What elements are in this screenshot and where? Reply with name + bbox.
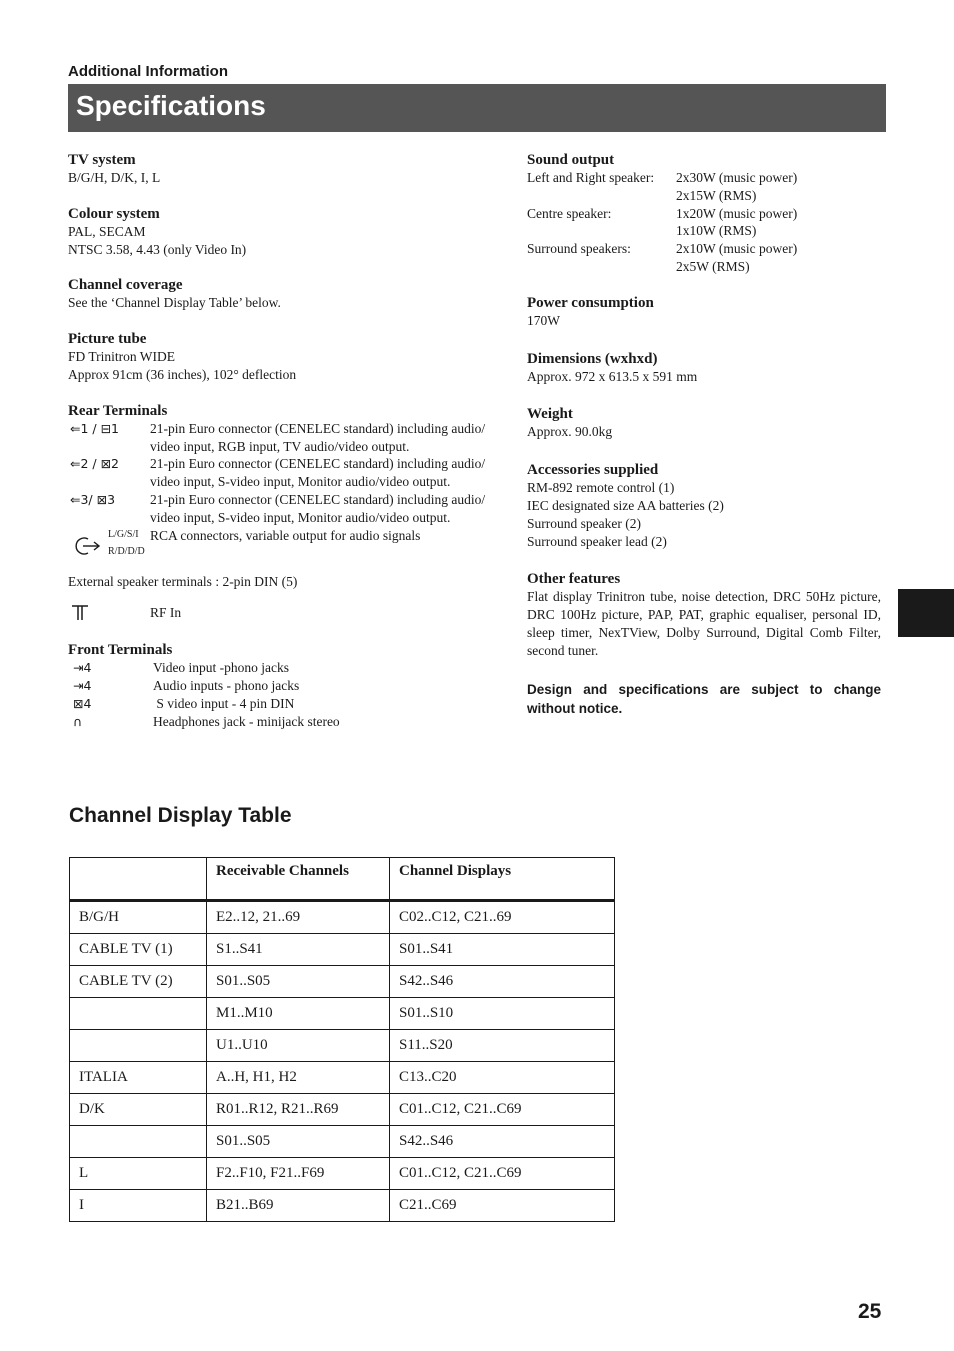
table-cell: CABLE TV (2): [70, 966, 207, 998]
video-input-icon: ⇥4: [73, 660, 92, 676]
dimensions-value: Approx. 972 x 613.5 x 591 mm: [527, 368, 698, 384]
table-row: [70, 966, 615, 998]
picture-tube-line: Approx 91cm (36 inches), 102° deflection: [68, 366, 297, 382]
table-cell: C21..C69: [390, 1190, 615, 1222]
weight-value: Approx. 90.0kg: [527, 424, 613, 440]
table-cell: R01..R12, R21..R69: [207, 1094, 390, 1126]
table-cell: [70, 1030, 207, 1062]
section-label: Additional Information: [68, 63, 228, 80]
table-cell: C02..C12, C21..69: [390, 901, 615, 934]
channel-table-title: Channel Display Table: [69, 804, 292, 827]
table-cell: S42..S46: [390, 1126, 615, 1158]
sound-value: 2x10W (music power): [676, 241, 798, 257]
front-terminal-row: [68, 659, 510, 677]
sound-values: [676, 205, 797, 241]
scart-3-icon: ⇐3/ ⊠3: [70, 491, 116, 507]
table-cell: C01..C12, C21..C69: [390, 1158, 615, 1190]
s-video-input-icon: ⊠4: [73, 695, 92, 711]
channel-coverage-value: See the ‘Channel Display Table’ below.: [68, 295, 281, 311]
sound-key: Centre speaker:: [527, 205, 612, 221]
table-header-cell: Receivable Channels: [207, 858, 390, 901]
front-terminal-text: Headphones jack - minijack stereo: [153, 713, 340, 729]
table-cell: E2..12, 21..69: [207, 901, 390, 934]
rear-terminal-text: 21-pin Euro connector (CENELEC standard) including audio/ video input, S-video input, Monitor audio/video output.: [150, 456, 486, 490]
channel-coverage-block: [68, 276, 510, 312]
dimensions-block: [527, 350, 881, 386]
table-row: [70, 901, 615, 934]
front-terminal-text: Video input -phono jacks: [153, 660, 290, 676]
table-row: [70, 1062, 615, 1094]
sound-value: 1x10W (RMS): [676, 223, 757, 239]
table-cell: B21..B69: [207, 1190, 390, 1222]
rear-terminal-text: 21-pin Euro connector (CENELEC standard) including audio/ video input, S-video input, Monitor audio/video output.: [150, 491, 486, 525]
accessories-heading: Accessories supplied: [527, 462, 659, 479]
table-cell: I: [70, 1190, 207, 1222]
table-cell: S01..S05: [207, 1126, 390, 1158]
accessory-item: RM-892 remote control (1): [527, 480, 675, 496]
other-features-heading: Other features: [527, 571, 621, 588]
dimensions-heading: Dimensions (wxhxd): [527, 350, 658, 367]
rf-in-text: RF In: [150, 605, 182, 621]
weight-heading: Weight: [527, 406, 573, 423]
sound-value: 2x15W (RMS): [676, 187, 757, 203]
page-number: 25: [858, 1300, 882, 1323]
picture-tube-block: [68, 330, 510, 384]
sound-row: [527, 169, 881, 205]
table-cell: F2..F10, F21..F69: [207, 1158, 390, 1190]
page-title: Specifications: [76, 90, 266, 121]
rf-in-row: [68, 604, 510, 627]
other-features-block: [527, 570, 881, 659]
table-header-cell: Channel Displays: [390, 858, 615, 901]
table-header-cell: [70, 858, 207, 901]
sound-value: 2x5W (RMS): [676, 258, 750, 274]
picture-tube-line: FD Trinitron WIDE: [68, 349, 176, 365]
table-row: [70, 1158, 615, 1190]
table-cell: S11..S20: [390, 1030, 615, 1062]
table-cell: S01..S05: [207, 966, 390, 998]
front-terminals-heading: Front Terminals: [68, 642, 173, 659]
table-cell: S01..S10: [390, 998, 615, 1030]
weight-block: [527, 405, 881, 441]
right-column: [527, 151, 881, 718]
accessory-item: Surround speaker lead (2): [527, 533, 667, 549]
sound-value: 1x20W (music power): [676, 205, 798, 221]
table-cell: S01..S41: [390, 934, 615, 966]
rear-terminals-heading: Rear Terminals: [68, 402, 168, 419]
front-terminal-row: [68, 713, 510, 731]
power-value: 170W: [527, 312, 560, 328]
antenna-icon: [70, 604, 90, 622]
colour-system-line: NTSC 3.58, 4.43 (only Video In): [68, 241, 247, 257]
rca-label-bottom: R/D/D/D: [108, 545, 145, 557]
rear-terminal-row: [68, 455, 510, 491]
tv-system-block: [68, 151, 510, 187]
table-cell: C01..C12, C21..C69: [390, 1094, 615, 1126]
scart-1-icon: ⇐1 / ⊟1: [70, 420, 120, 436]
notice-text: Design and specifications are subject to change without notice.: [527, 681, 881, 716]
table-cell: CABLE TV (1): [70, 934, 207, 966]
other-features-text: Flat display Trinitron tube, noise detection, DRC 50Hz picture, DRC 100Hz picture, PAP, PAT, graphic equaliser, personal ID, sleep timer, NexTView, Dolby Surround, Digital Comb Filter, second tuner.: [527, 589, 881, 658]
front-terminal-row: [68, 695, 510, 713]
rca-text: RCA connectors, variable output for audio signals: [150, 527, 421, 543]
table-row: [70, 934, 615, 966]
sound-key: Left and Right speaker:: [527, 170, 655, 185]
front-terminal-text: S video input - 4 pin DIN: [153, 695, 295, 711]
table-cell: B/G/H: [70, 901, 207, 934]
colour-system-block: [68, 205, 510, 259]
table-cell: C13..C20: [390, 1062, 615, 1094]
colour-system-line: PAL, SECAM: [68, 223, 146, 239]
audio-out-icon: [74, 533, 104, 557]
table-row: [70, 1190, 615, 1222]
sound-row: [527, 205, 881, 241]
table-cell: U1..U10: [207, 1030, 390, 1062]
table-cell: [70, 1126, 207, 1158]
table-cell: ITALIA: [70, 1062, 207, 1094]
table-cell: L: [70, 1158, 207, 1190]
table-header-row: [70, 858, 615, 901]
headphones-icon: ∩: [73, 713, 83, 729]
table-row: [70, 998, 615, 1030]
sound-output-block: [527, 151, 881, 276]
external-speaker-text: External speaker terminals : 2-pin DIN (5): [68, 573, 298, 589]
table-cell: S1..S41: [207, 934, 390, 966]
table-cell: M1..M10: [207, 998, 390, 1030]
accessory-item: IEC designated size AA batteries (2): [527, 497, 724, 513]
front-terminal-text: Audio inputs - phono jacks: [153, 677, 300, 693]
sound-values: [676, 169, 797, 205]
left-column: [68, 151, 510, 748]
antenna-icon: [68, 604, 150, 627]
colour-system-heading: Colour system: [68, 205, 160, 222]
rca-row: [68, 527, 510, 563]
rear-terminal-text: 21-pin Euro connector (CENELEC standard) including audio/ video input, RGB input, TV audio/video output.: [150, 420, 486, 454]
table-cell: A..H, H1, H2: [207, 1062, 390, 1094]
sound-value: 2x30W (music power): [676, 170, 798, 185]
rear-terminal-row: [68, 491, 510, 527]
picture-tube-heading: Picture tube: [68, 331, 147, 348]
power-heading: Power consumption: [527, 294, 654, 311]
table-cell: [70, 998, 207, 1030]
table-row: [70, 1030, 615, 1062]
sound-key: Surround speakers:: [527, 241, 631, 257]
power-block: [527, 294, 881, 330]
sound-row: [527, 240, 881, 276]
table-row: [70, 1126, 615, 1158]
tv-system-value: B/G/H, D/K, I, L: [68, 170, 161, 185]
sound-values: [676, 240, 797, 276]
accessory-item: Surround speaker (2): [527, 515, 641, 531]
table-cell: S42..S46: [390, 966, 615, 998]
table-row: [70, 1094, 615, 1126]
channel-display-table: [69, 857, 615, 1222]
scart-2-icon: ⇐2 / ⊠2: [70, 456, 120, 472]
front-terminals-block: [68, 641, 510, 730]
audio-input-icon: ⇥4: [73, 677, 92, 693]
title-bar: [68, 84, 886, 132]
tv-system-heading: TV system: [68, 152, 136, 168]
side-tab: [898, 589, 954, 637]
rca-label-top: L/G/S/I: [108, 528, 139, 540]
channel-coverage-heading: Channel coverage: [68, 277, 183, 294]
front-terminal-row: [68, 677, 510, 695]
rear-terminal-row: [68, 420, 510, 456]
rear-terminals-block: [68, 402, 510, 627]
sound-output-heading: Sound output: [527, 152, 615, 168]
accessories-block: [527, 461, 881, 550]
table-cell: D/K: [70, 1094, 207, 1126]
